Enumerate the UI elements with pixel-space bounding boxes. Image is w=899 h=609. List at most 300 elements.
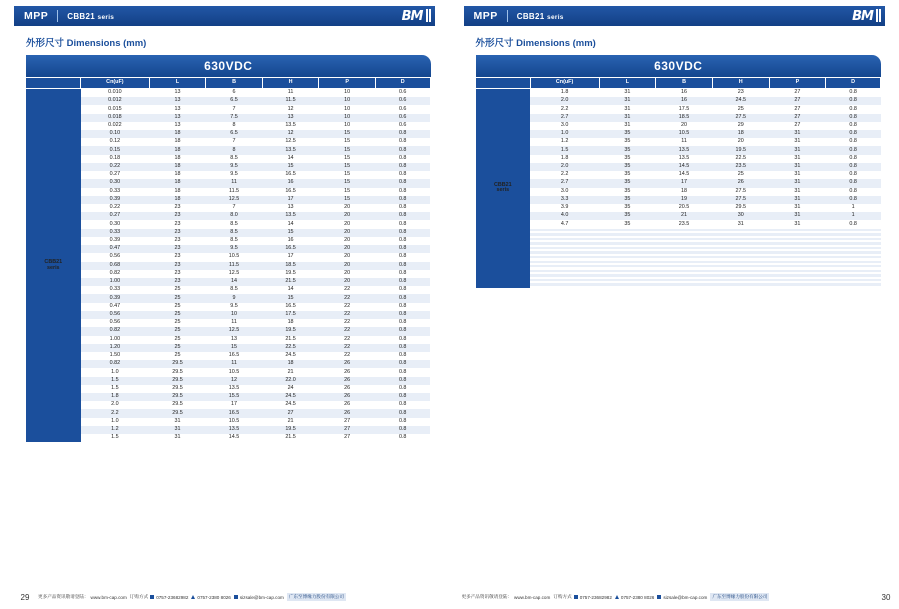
table-row — [476, 155, 881, 163]
table-cell: 35 — [624, 220, 631, 227]
right-page-header — [464, 6, 886, 26]
table-cell: 0.8 — [849, 138, 857, 145]
table-row — [26, 114, 430, 122]
series-label-line2: seris — [46, 264, 60, 271]
table-cell: 18 — [681, 187, 688, 194]
table-cell: 10 — [344, 89, 351, 96]
table-cell: 13.5 — [285, 121, 296, 128]
table-cell: 2.2 — [81, 409, 150, 417]
table-cell: 31 — [769, 130, 826, 138]
table-cell: 35 — [599, 179, 656, 187]
series-label-cell — [26, 88, 81, 442]
table-cell: 0.8 — [398, 368, 407, 375]
table-cell: 16.5 — [228, 352, 240, 359]
table-cell: 23 — [737, 89, 744, 96]
table-cell: 6.5 — [206, 97, 263, 105]
table-row — [476, 114, 881, 122]
table-cell: 31 — [769, 146, 826, 154]
table-cell: 20 — [681, 121, 688, 128]
table-row — [26, 262, 430, 270]
series-label-line2: seris — [496, 187, 510, 194]
table-cell: 13 — [262, 114, 319, 122]
table-cell: 35 — [599, 146, 656, 154]
table-cell: 15 — [262, 294, 319, 302]
table-cell: 12 — [287, 105, 294, 112]
table-cell: 3.9 — [560, 204, 569, 211]
table-row — [26, 377, 430, 385]
table-cell: 17 — [287, 253, 294, 260]
table-cell: 7 — [232, 204, 236, 211]
table-cell: 1.0 — [530, 130, 599, 138]
table-cell: 11 — [681, 138, 687, 145]
table-cell: 23 — [174, 253, 181, 260]
table-cell: 0.8 — [375, 245, 430, 253]
table-cell: 29.5 — [735, 204, 746, 211]
table-cell: 35 — [624, 171, 631, 178]
table-cell — [656, 286, 713, 288]
table-row — [26, 97, 430, 105]
table-cell: 35 — [599, 212, 656, 220]
table-cell: 15 — [319, 179, 376, 187]
header-series-name: CBB21 — [67, 11, 95, 21]
table-cell: 10 — [344, 105, 351, 112]
table-cell: 13 — [149, 114, 206, 122]
mail-icon — [657, 595, 661, 599]
left-footer — [0, 589, 449, 605]
table-cell: 20 — [344, 269, 351, 276]
table-cell: 29.5 — [149, 393, 206, 401]
table-cell: 20 — [737, 138, 744, 145]
header-divider — [57, 10, 58, 22]
table-cell: 0.15 — [81, 146, 150, 154]
table-cell: 29 — [737, 121, 744, 128]
table-cell: 16 — [656, 97, 713, 105]
table-cell: 18 — [149, 163, 206, 171]
table-cell: 25 — [149, 294, 206, 302]
table-cell: 25 — [174, 319, 181, 326]
table-cell: 9 — [206, 294, 263, 302]
table-cell: 27.5 — [712, 196, 769, 204]
table-cell: 20 — [319, 245, 376, 253]
table-cell: 29.5 — [172, 384, 183, 391]
table-cell: 11.5 — [262, 97, 319, 105]
table-cell: 13 — [149, 97, 206, 105]
table-cell: 1.2 — [81, 426, 150, 434]
table-cell: 16 — [262, 179, 319, 187]
table-cell: 0.015 — [108, 105, 122, 112]
table-cell: 22.5 — [262, 344, 319, 352]
table-cell: 0.82 — [109, 269, 121, 276]
table-cell: 0.56 — [81, 311, 150, 319]
table-cell: 27 — [319, 426, 376, 434]
table-cell: 0.8 — [375, 393, 430, 401]
right-footer-email — [657, 595, 707, 600]
right-footer — [450, 589, 899, 605]
table-cell: 31 — [737, 220, 744, 227]
table-cell: 15 — [262, 163, 319, 171]
table-cell: 0.8 — [826, 114, 881, 122]
left-footer-text3: 订购方式 — [129, 594, 149, 599]
table-cell: 11 — [206, 360, 263, 368]
table-cell: 24.5 — [285, 401, 296, 408]
table-cell: 8.5 — [230, 220, 238, 227]
table-cell: 17 — [656, 179, 713, 187]
table-row — [26, 245, 430, 253]
table-cell: 20 — [319, 212, 376, 220]
table-cell: 21 — [287, 417, 294, 424]
table-cell: 31 — [624, 121, 631, 128]
table-cell: 22 — [344, 286, 351, 293]
table-row — [26, 385, 430, 393]
table-cell: 1 — [851, 204, 855, 211]
table-row — [26, 352, 430, 360]
right-header-row — [476, 78, 881, 89]
table-cell: 0.8 — [398, 253, 407, 260]
left-footer-tel1: 0757-23682982 — [156, 594, 189, 600]
table-cell: 31 — [769, 212, 826, 220]
right-footer-strip — [462, 593, 874, 601]
table-row — [26, 286, 430, 294]
bm-logo-text: BM — [401, 8, 423, 24]
table-cell: 3.0 — [560, 187, 569, 194]
table-row — [26, 171, 430, 179]
table-cell: 0.18 — [109, 154, 121, 161]
table-cell: 0.6 — [375, 97, 430, 105]
left-header-blank — [26, 78, 81, 89]
right-footer-email-text[interactable]: sizsale@bm-cap.com — [663, 594, 708, 600]
left-spec-table — [26, 77, 431, 442]
table-cell: 25 — [149, 311, 206, 319]
table-cell: 0.8 — [398, 335, 407, 342]
table-cell: 27 — [794, 89, 801, 96]
table-cell: 0.8 — [398, 384, 407, 391]
right-footer-text3: 订购方式 — [553, 594, 572, 599]
left-footer-tel2: 0757-2380 8026 — [197, 594, 231, 600]
table-cell: 0.8 — [375, 377, 430, 385]
table-cell: 9.5 — [206, 245, 263, 253]
table-cell: 2.7 — [530, 114, 599, 122]
table-cell: 6 — [232, 89, 236, 96]
table-row — [26, 393, 430, 401]
left-voltage-band: 630VDC — [26, 55, 431, 77]
table-cell: 0.8 — [849, 220, 857, 227]
table-row — [476, 138, 881, 146]
table-cell: 0.6 — [398, 89, 407, 96]
right-footer-order — [553, 594, 612, 600]
table-row — [476, 188, 881, 196]
table-cell: 23 — [149, 212, 206, 220]
table-cell: 11.5 — [228, 187, 240, 194]
table-cell: 2.0 — [530, 97, 599, 105]
table-cell: 35 — [624, 154, 631, 161]
bm-logo — [402, 7, 431, 25]
header-divider — [507, 10, 508, 22]
table-cell: 1 — [826, 212, 881, 220]
table-cell: 13 — [287, 204, 294, 211]
table-cell: 2.2 — [560, 171, 569, 178]
table-cell: 0.30 — [81, 179, 150, 187]
table-cell: 23.5 — [678, 220, 690, 227]
table-cell: 8 — [232, 121, 236, 128]
table-cell: 17.5 — [678, 105, 690, 112]
header-series-suffix: seris — [97, 13, 115, 21]
table-cell: 23 — [149, 278, 206, 286]
table-cell: 12.5 — [228, 269, 240, 276]
table-cell: 12.5 — [285, 138, 296, 145]
table-cell: 15 — [262, 229, 319, 237]
header-series-suffix: seris — [547, 13, 564, 21]
table-cell: 19.5 — [712, 146, 769, 154]
table-cell: 31 — [794, 187, 801, 194]
table-cell: 27.5 — [712, 114, 769, 122]
right-footer-fax — [615, 595, 654, 600]
table-cell: 7.5 — [206, 114, 263, 122]
left-footer-url[interactable]: www.bm-cap.com — [90, 594, 127, 600]
table-cell: 0.8 — [375, 179, 430, 187]
table-cell: 0.8 — [375, 196, 430, 204]
left-footer-email-text[interactable]: sizsale@bm-cap.com — [239, 594, 284, 600]
table-cell: 35 — [599, 196, 656, 204]
table-row — [26, 270, 430, 278]
table-row — [26, 229, 430, 237]
table-cell: 22 — [319, 311, 376, 319]
table-cell: 15.5 — [206, 393, 263, 401]
table-cell: 15 — [344, 154, 351, 161]
right-footer-url[interactable]: www.bm-cap.com — [514, 594, 551, 600]
table-cell: 0.10 — [81, 130, 150, 138]
header-series — [517, 12, 564, 21]
table-cell: 27 — [769, 97, 826, 105]
table-cell: 0.12 — [109, 138, 121, 145]
table-row — [476, 171, 881, 179]
table-cell: 0.8 — [849, 89, 857, 96]
table-row — [26, 122, 430, 130]
table-row — [26, 426, 430, 434]
table-cell: 1.50 — [109, 352, 121, 359]
right-table-wrap — [476, 55, 882, 288]
table-row — [26, 196, 430, 204]
header-brand: MPP — [473, 10, 498, 22]
table-cell: 0.8 — [398, 401, 407, 408]
table-cell: 2.0 — [111, 401, 119, 408]
table-row — [26, 344, 430, 352]
table-cell: 31 — [769, 196, 826, 204]
table-cell: 0.47 — [109, 302, 121, 309]
phone-icon — [150, 595, 154, 599]
table-cell: 35 — [599, 130, 656, 138]
table-cell: 0.8 — [375, 344, 430, 352]
table-row — [476, 212, 881, 220]
table-cell: 27 — [344, 417, 351, 424]
table-row — [26, 220, 430, 228]
left-footer-web — [38, 594, 127, 600]
table-cell: 31 — [794, 138, 801, 145]
table-row — [26, 327, 430, 335]
table-cell: 16.5 — [285, 171, 296, 178]
left-col-h: H — [262, 78, 319, 89]
table-row — [26, 401, 430, 409]
table-cell: 4.0 — [530, 212, 599, 220]
left-col-l: L — [149, 78, 206, 89]
table-row — [26, 360, 430, 368]
table-cell: 31 — [794, 220, 801, 227]
table-cell: 0.8 — [826, 130, 881, 138]
table-cell: 0.8 — [849, 187, 857, 194]
table-cell: 16 — [681, 89, 688, 96]
table-cell: 0.8 — [398, 171, 407, 178]
left-footer-company: 广东至博缘力股份有限公司 — [288, 594, 344, 599]
header-series — [67, 12, 114, 21]
table-row — [476, 163, 881, 171]
table-cell: 10.5 — [656, 130, 713, 138]
table-cell: 0.022 — [108, 121, 122, 128]
table-cell: 18 — [287, 319, 294, 326]
table-cell: 16.5 — [262, 245, 319, 253]
table-cell: 23 — [174, 269, 181, 276]
right-footer-tel2: 0757-2380 8026 — [620, 594, 655, 600]
table-row — [26, 311, 430, 319]
right-footer-web — [462, 594, 551, 600]
left-table-body — [26, 88, 430, 442]
table-cell: 31 — [599, 114, 656, 122]
table-cell: 10 — [206, 311, 263, 319]
table-cell: 16.5 — [285, 302, 296, 309]
table-cell: 19 — [656, 196, 713, 204]
table-cell: 20 — [344, 253, 351, 260]
table-cell: 25 — [174, 302, 181, 309]
table-row — [26, 303, 430, 311]
left-table-wrap — [26, 55, 431, 442]
table-cell: 0.39 — [81, 294, 150, 302]
table-row — [476, 220, 881, 228]
table-cell: 29.5 — [149, 377, 206, 385]
table-cell: 13 — [174, 105, 181, 112]
table-cell: 10.5 — [228, 368, 240, 375]
table-cell: 1.00 — [81, 278, 150, 286]
table-cell: 0.8 — [375, 262, 430, 270]
table-cell: 9.5 — [230, 302, 238, 309]
table-cell: 0.68 — [81, 262, 150, 270]
table-cell: 35 — [624, 187, 631, 194]
table-cell: 27 — [794, 105, 801, 112]
table-cell: 1.0 — [111, 417, 119, 424]
table-row — [26, 138, 430, 146]
table-cell: 17.5 — [262, 311, 319, 319]
table-cell: 31 — [769, 179, 826, 187]
table-cell: 0.6 — [375, 114, 430, 122]
table-cell: 23 — [174, 204, 181, 211]
table-cell: 15 — [344, 138, 351, 145]
table-cell: 23.5 — [712, 163, 769, 171]
table-cell: 2.7 — [530, 179, 599, 187]
table-cell: 22 — [344, 319, 351, 326]
table-cell: 11 — [231, 319, 237, 326]
table-cell: 0.8 — [375, 311, 430, 319]
table-row — [26, 163, 430, 171]
table-cell: 26 — [344, 401, 351, 408]
table-cell: 0.8 — [375, 409, 430, 417]
table-row — [26, 434, 430, 442]
left-section-title: 外形尺寸 Dimensions (mm) — [26, 38, 147, 49]
table-cell: 0.8 — [375, 212, 430, 220]
table-cell: 1.8 — [560, 154, 569, 161]
right-footer-text1: 更多产品资讯敬请登陆： — [461, 594, 513, 599]
table-cell: 1.5 — [81, 377, 150, 385]
series-label-line1: CBB21 — [493, 181, 512, 188]
table-row — [26, 253, 430, 261]
table-cell: 13.5 — [656, 146, 713, 154]
table-row — [26, 188, 430, 196]
table-cell: 29.5 — [172, 368, 183, 375]
table-cell: 0.8 — [375, 360, 430, 368]
table-cell: 1.8 — [81, 393, 150, 401]
table-cell: 0.8 — [375, 426, 430, 434]
table-cell: 10 — [344, 121, 351, 128]
left-footer-order — [130, 594, 189, 600]
table-row — [26, 88, 430, 97]
left-col-p: P — [319, 78, 376, 89]
right-col-cap: Cn(uF) — [530, 78, 599, 89]
table-cell: 0.8 — [375, 163, 430, 171]
table-cell: 12.5 — [206, 196, 263, 204]
table-cell: 14 — [287, 154, 294, 161]
right-voltage-band: 630VDC — [476, 55, 882, 77]
table-cell: 18 — [149, 130, 206, 138]
table-cell: 24.5 — [712, 97, 769, 105]
table-cell: 14.5 — [656, 163, 713, 171]
right-page — [450, 0, 899, 609]
table-cell: 18 — [149, 196, 206, 204]
header-brand: MPP — [24, 10, 49, 22]
table-cell: 24.5 — [285, 352, 296, 359]
table-row — [26, 368, 430, 376]
table-cell: 25 — [174, 286, 181, 293]
left-footer-text1: 更多产品资讯敬请登陆： — [38, 594, 89, 599]
left-footer-email — [234, 595, 284, 600]
table-cell: 0.8 — [849, 171, 857, 178]
table-cell: 13.5 — [262, 146, 319, 154]
table-cell: 0.8 — [398, 220, 407, 227]
table-cell: 31 — [769, 163, 826, 171]
table-cell: 0.8 — [398, 154, 407, 161]
table-cell: 22 — [344, 335, 351, 342]
table-cell: 23 — [149, 245, 206, 253]
table-row — [476, 122, 881, 130]
table-cell — [712, 286, 769, 288]
table-cell: 14 — [287, 286, 294, 293]
fax-icon — [191, 595, 195, 599]
table-cell: 31 — [174, 417, 181, 424]
table-cell: 22 — [344, 302, 351, 309]
table-cell: 21.5 — [262, 278, 319, 286]
table-cell: 31 — [624, 89, 631, 96]
table-cell: 31 — [794, 154, 801, 161]
mail-icon — [234, 595, 238, 599]
table-cell: 18 — [149, 179, 206, 187]
table-cell: 0.39 — [81, 196, 150, 204]
right-col-p: P — [769, 78, 826, 89]
table-cell: 24 — [287, 384, 294, 391]
table-cell: 18.5 — [656, 114, 713, 122]
table-cell: 1.2 — [560, 138, 569, 145]
table-cell: 2.0 — [530, 163, 599, 171]
table-cell: 26 — [319, 393, 376, 401]
table-cell: 15 — [319, 163, 376, 171]
table-cell: 0.30 — [109, 220, 121, 227]
table-cell: 35 — [624, 138, 631, 145]
table-cell: 31 — [794, 204, 801, 211]
table-cell: 1.00 — [109, 335, 121, 342]
